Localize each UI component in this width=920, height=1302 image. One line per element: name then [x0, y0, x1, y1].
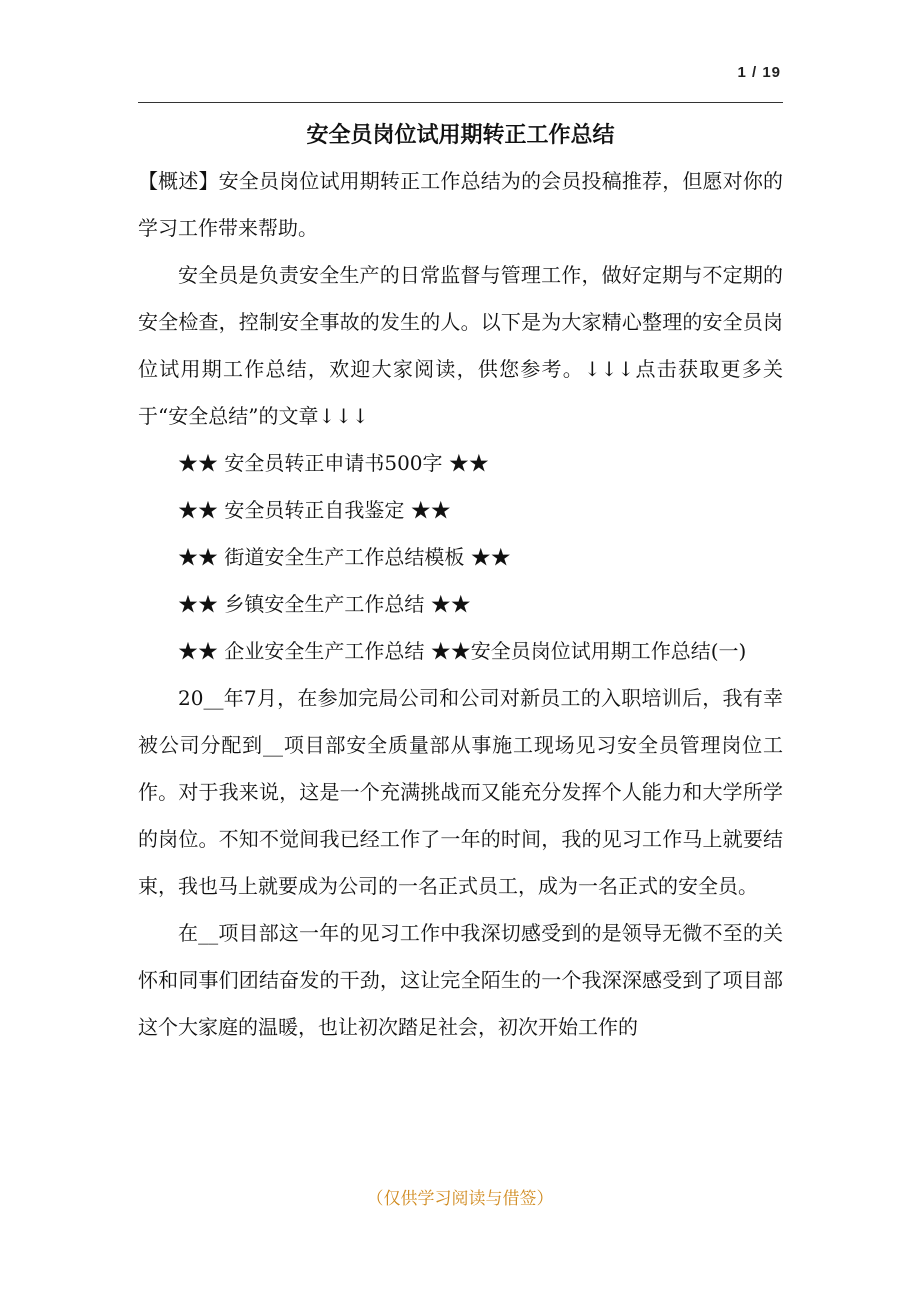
page-number: 1 / 19 [737, 64, 781, 81]
related-link-5-and-section-heading[interactable]: ★★ 企业安全生产工作总结 ★★安全员岗位试用期工作总结(一) [178, 639, 747, 663]
body-paragraph-2: 在__项目部这一年的见习工作中我深切感受到的是领导无微不至的关怀和同事们团结奋发的干劲，这让完全陌生的一个我深深感受到了项目部这个大家庭的温暖，也让初次踏足社会，初次开始工作的 [138, 921, 783, 1039]
document-body [138, 112, 783, 1051]
footer-note: （仅供学习阅读与借签） [366, 1189, 554, 1209]
related-link-1[interactable]: ★★ 安全员转正申请书500字 ★★ [178, 451, 489, 475]
intro-paragraph: 安全员是负责安全生产的日常监督与管理工作，做好定期与不定期的安全检查，控制安全事故的发生的人。以下是为大家精心整理的安全员岗位试用期工作总结，欢迎大家阅读，供您参考。↓↓↓点击获取更多关于“安全总结”的文章↓↓↓ [138, 263, 783, 428]
related-link-4[interactable]: ★★ 乡镇安全生产工作总结 ★★ [178, 592, 471, 616]
body-paragraph-1: 20__年7月，在参加完局公司和公司对新员工的入职培训后，我有幸被公司分配到__项目部安全质量部从事施工现场见习安全员管理岗位工作。对于我来说，这是一个充满挑战而又能充分发挥个人能力和大学所学的岗位。不知不觉间我已经工作了一年的时间，我的见习工作马上就要结束，我也马上就要成为公司的一名正式员工，成为一名正式的安全员。 [138, 686, 783, 898]
document-title: 安全员岗位试用期转正工作总结 [306, 122, 615, 148]
header-rule [138, 102, 783, 103]
summary-paragraph: 【概述】安全员岗位试用期转正工作总结为的会员投稿推荐，但愿对你的学习工作带来帮助。 [138, 169, 783, 240]
related-link-3[interactable]: ★★ 街道安全生产工作总结模板 ★★ [178, 545, 511, 569]
related-link-2[interactable]: ★★ 安全员转正自我鉴定 ★★ [178, 498, 451, 522]
